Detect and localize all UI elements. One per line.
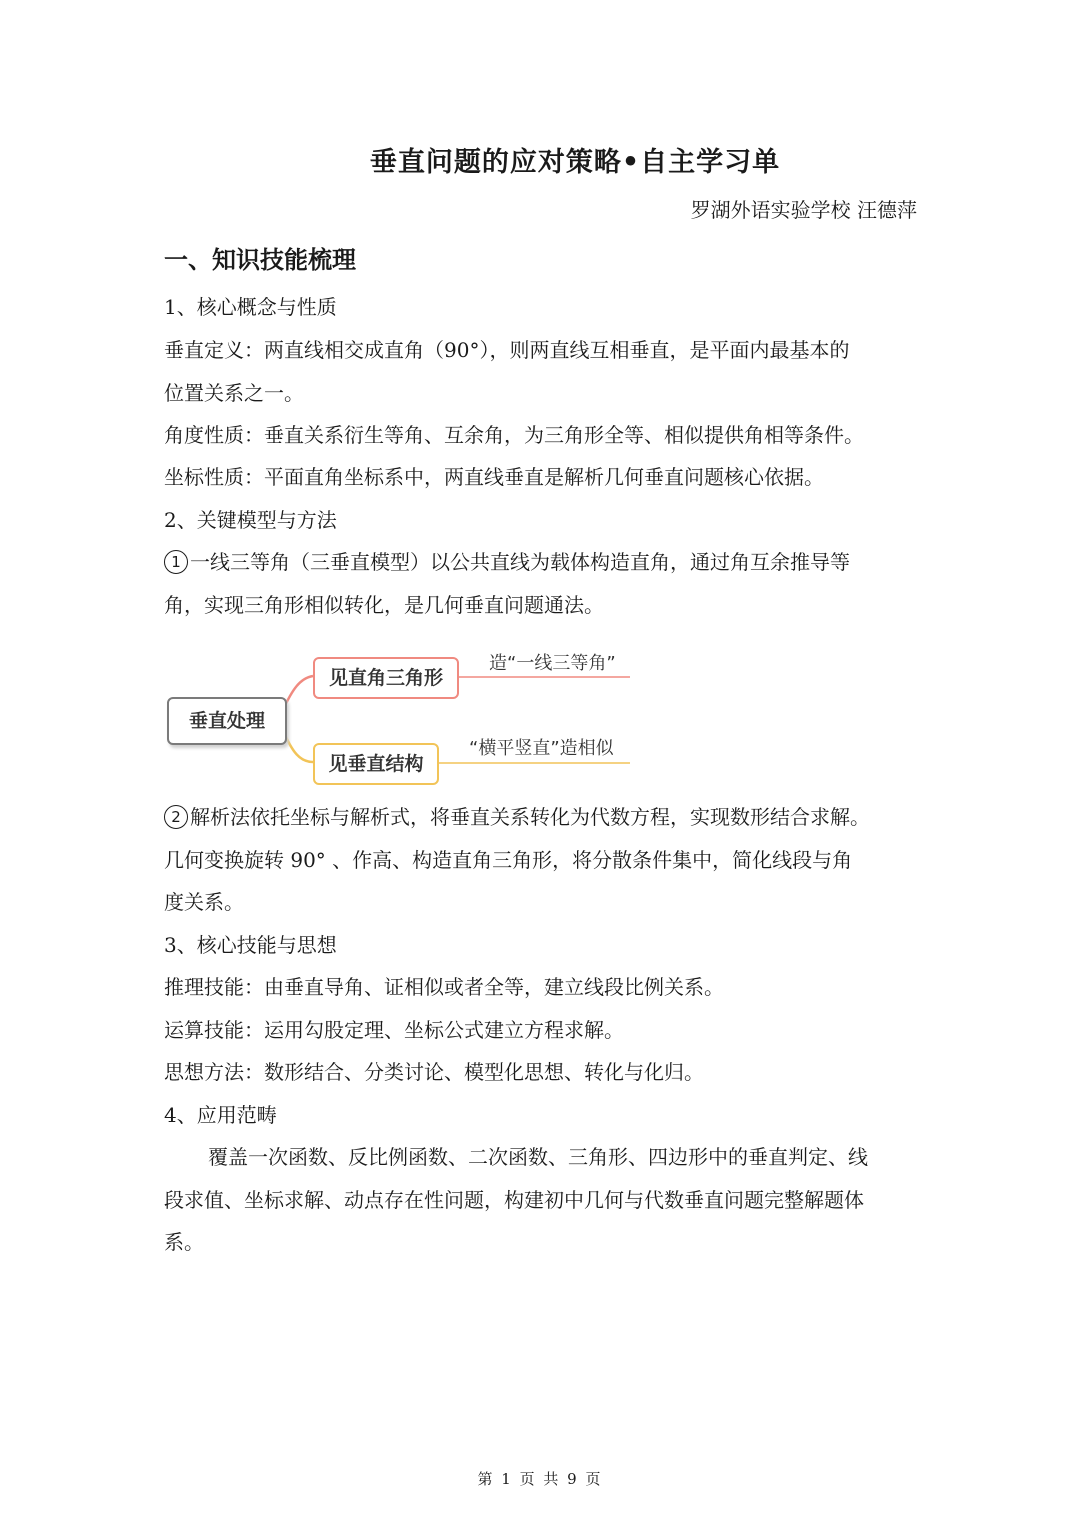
author-line: 罗湖外语实验学校 汪德萍 bbox=[690, 198, 917, 222]
mindmap-root-node: 垂直处理 bbox=[167, 697, 287, 745]
subheading-application: 4、应用范畴 bbox=[164, 1103, 277, 1127]
paragraph-line: 段求值、坐标求解、动点存在性问题，构建初中几何与代数垂直问题完整解题体 bbox=[164, 1188, 864, 1212]
subheading-key-models: 2、关键模型与方法 bbox=[164, 508, 337, 532]
mindmap-branch-label-1: 造“一线三等角” bbox=[489, 653, 616, 674]
paragraph-line: 覆盖一次函数、反比例函数、二次函数、三角形、四边形中的垂直判定、线 bbox=[208, 1145, 868, 1169]
paragraph-line: 思想方法：数形结合、分类讨论、模型化思想、转化与化归。 bbox=[164, 1060, 704, 1084]
page-footer: 第 1 页 共 9 页 bbox=[477, 1470, 603, 1488]
paragraph-line: 几何变换旋转 90° 、作高、构造直角三角形，将分散条件集中，简化线段与角 bbox=[164, 848, 853, 872]
paragraph-line: 垂直定义：两直线相交成直角（90°），则两直线互相垂直，是平面内最基本的 bbox=[164, 338, 850, 362]
list-item-2 bbox=[164, 803, 870, 831]
paragraph-line: 运算技能：运用勾股定理、坐标公式建立方程求解。 bbox=[164, 1018, 624, 1042]
paragraph-line: 角度性质：垂直关系衍生等角、互余角，为三角形全等、相似提供角相等条件。 bbox=[164, 423, 864, 447]
connector-branch2 bbox=[283, 730, 313, 762]
paragraph-line: 系。 bbox=[164, 1230, 204, 1254]
document-title: 垂直问题的应对策略•自主学习单 bbox=[369, 147, 781, 178]
subheading-core-skills: 3、核心技能与思想 bbox=[164, 933, 337, 957]
circled-number: 2 bbox=[164, 805, 188, 829]
paragraph-line: 解析法依托坐标与解析式，将垂直关系转化为代数方程，实现数形结合求解。 bbox=[190, 805, 870, 829]
circled-number: 1 bbox=[164, 550, 188, 574]
mindmap-branch-label-2: “横平竖直”造相似 bbox=[469, 738, 614, 759]
section-heading: 一、知识技能梳理 bbox=[164, 245, 356, 274]
subheading-core-concepts: 1、核心概念与性质 bbox=[164, 295, 337, 319]
mindmap-branch-node-2: 见垂直结构 bbox=[313, 743, 439, 785]
paragraph-line: 坐标性质：平面直角坐标系中，两直线垂直是解析几何垂直问题核心依据。 bbox=[164, 465, 824, 489]
paragraph-line: 角，实现三角形相似转化，是几何垂直问题通法。 bbox=[164, 593, 604, 617]
connector-branch1 bbox=[283, 676, 313, 710]
paragraph-line: 推理技能：由垂直导角、证相似或者全等，建立线段比例关系。 bbox=[164, 975, 724, 999]
paragraph-line: 度关系。 bbox=[164, 890, 244, 914]
mindmap-branch-node-1: 见直角三角形 bbox=[313, 657, 459, 699]
paragraph-line: 位置关系之一。 bbox=[164, 381, 304, 405]
paragraph-line: 一线三等角（三垂直模型）以公共直线为载体构造直角，通过角互余推导等 bbox=[190, 550, 850, 574]
